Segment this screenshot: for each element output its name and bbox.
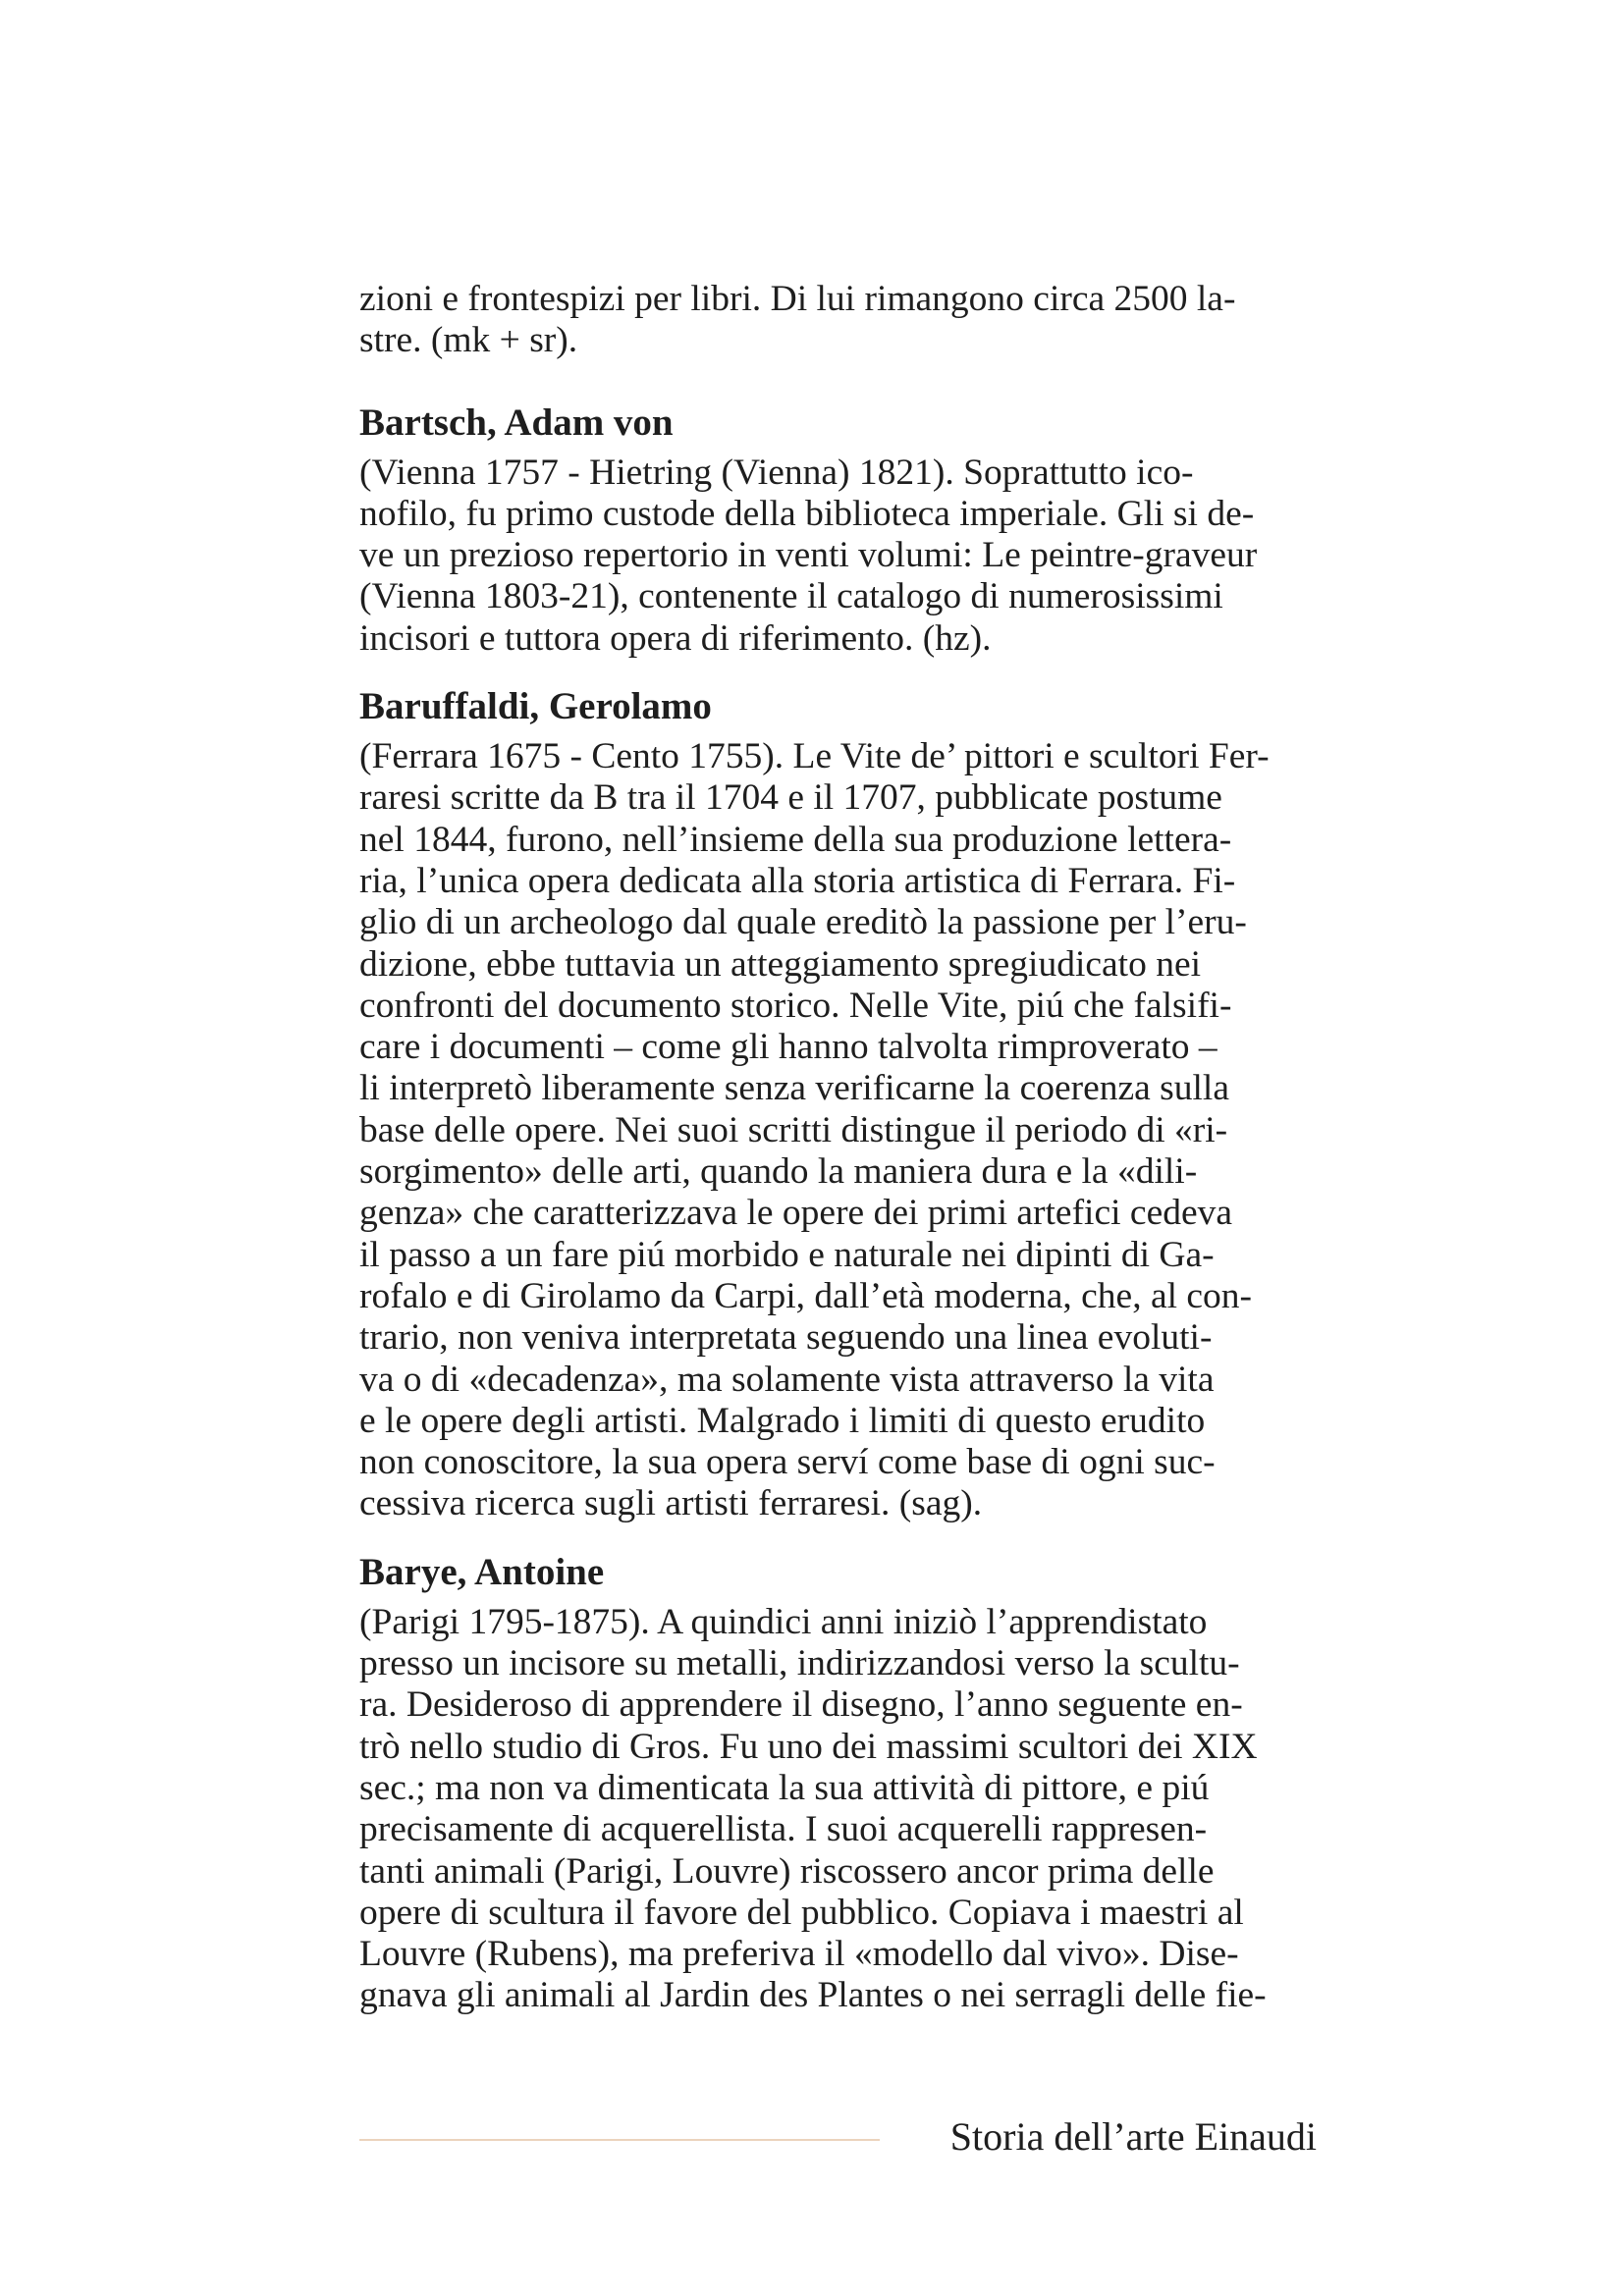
page-content — [359, 279, 1317, 2043]
footer-publisher: Storia dell’arte Einaudi — [949, 2114, 1317, 2159]
entry-title: Barye, Antoine — [359, 1550, 605, 1593]
entry-body: (Vienna 1757 - Hietring (Vienna) 1821). Soprattutto ico- nofilo, fu primo custode della biblioteca imperiale. Gli si de- ve un prezioso repertorio in venti volumi: Le peintre-graveur (Vienna 1803-21), contenente il catalogo di numerosissimi incisori e tuttora opera di riferimento. (hz). — [359, 452, 1258, 659]
page-footer — [359, 2112, 1317, 2162]
entry-barye — [359, 1551, 1317, 2017]
entry-title: Baruffaldi, Gerolamo — [359, 685, 712, 728]
footer-rule — [359, 2139, 880, 2141]
entry-baruffaldi — [359, 685, 1317, 1525]
entry-body: (Parigi 1795-1875). A quindici anni iniziò l’apprendistato presso un incisore su metalli, indirizzandosi verso la scultu- ra. Desideroso di apprendere il disegno, l’anno seguente en- trò nello studio di Gros. Fu uno dei massimi scultori dei XIX sec.; ma non va dimenticata la sua attività di pittore, e piú precisamente di acquerellista. I suoi acquerelli rappresen- tanti animali (Parigi, Louvre) riscossero ancor prima delle opere di scultura il favore del pubblico. Copiava i maestri al Louvre (Rubens), ma preferiva il «modello dal vivo». Dise- gnava gli animali al Jardin des Plantes o nei serragli delle fie- — [359, 1601, 1267, 2016]
intro-paragraph: zioni e frontespizi per libri. Di lui rimangono circa 2500 la- stre. (mk + sr). — [359, 279, 1236, 361]
entry-body: (Ferrara 1675 - Cento 1755). Le Vite de’ pittori e scultori Fer- raresi scritte da B tra il 1704 e il 1707, pubblicate postume nel 1844, furono, nell’insieme della sua produzione lettera- ria, l’unica opera dedicata alla storia artistica di Ferrara. Fi- glio di un archeologo dal quale ereditò la passione per l’eru- dizione, ebbe tuttavia un atteggiamento spregiudicato nei confronti del documento storico. Nelle Vite, piú che falsifi- care i documenti – come gli hanno talvolta rimproverato – li interpretò liberamente senza verificarne la coerenza sulla base delle opere. Nei suoi scritti distingue il periodo di «ri- sorgimento» delle arti, quando la maniera dura e la «dili- genza» che caratterizzava le opere dei primi artefici cedeva il passo a un fare piú morbido e naturale nei dipinti di Ga- rofalo e di Girolamo da Carpi, dall’età moderna, che, al con- trario, non veniva interpretata seguendo una linea evoluti- va o di «decadenza», ma solamente vista attraverso la vita e le opere degli artisti. Malgrado i limiti di questo erudito non conoscitore, la sua opera serví come base di ogni suc- cessiva ricerca sugli artisti ferraresi. (sag). — [359, 736, 1270, 1524]
entry-bartsch — [359, 401, 1317, 660]
entry-title: Bartsch, Adam von — [359, 400, 674, 444]
